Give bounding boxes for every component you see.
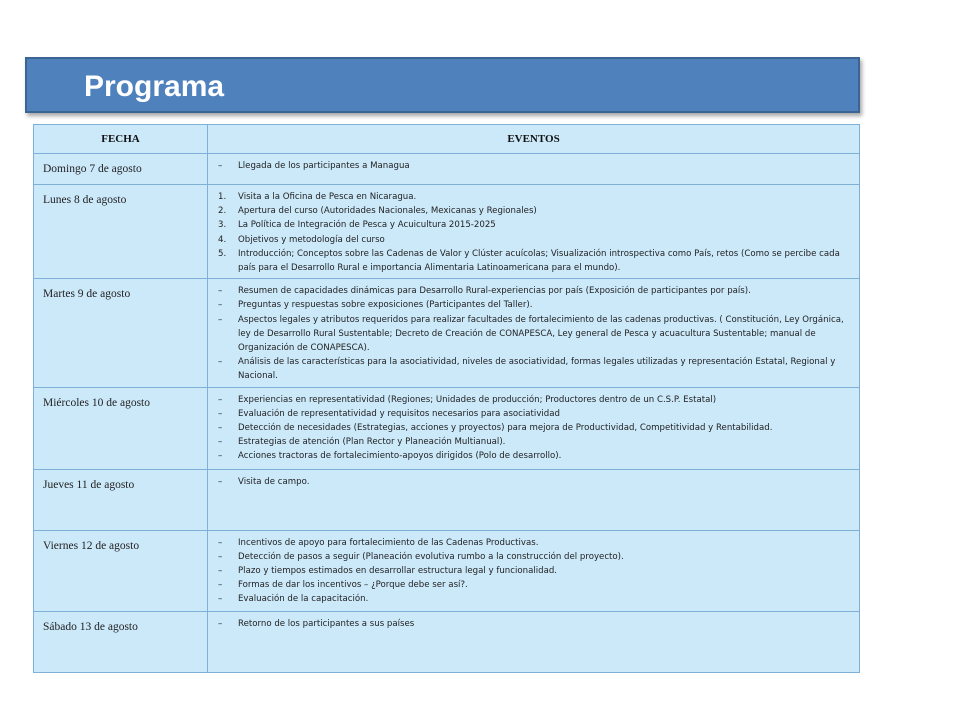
list-item (216, 550, 849, 564)
event-text: Acciones tractoras de fortalecimiento-apoyos dirigidos (Polo de desarrollo). (238, 451, 562, 462)
dash-bullet: – (218, 300, 223, 311)
list-item (216, 247, 849, 275)
page-title: Programa (84, 70, 225, 103)
date-cell: Sábado 13 de agosto (34, 611, 208, 672)
list-item (216, 313, 849, 356)
table-row (34, 185, 860, 279)
event-text: Evaluación de representatividad y requisitos necesarios para asociatividad (238, 408, 560, 419)
dash-bullet: – (218, 286, 223, 297)
events-cell (208, 154, 860, 185)
event-text: Evaluación de la capacitación. (238, 594, 369, 605)
event-text: Análisis de las características para la asociatividad, niveles de asociatividad, formas legales utilizadas y representación Estatal, Regional y Nacional. (238, 357, 836, 382)
list-item (216, 159, 849, 173)
events-cell (208, 530, 860, 611)
dash-bullet: – (218, 394, 223, 405)
list-item (216, 592, 849, 606)
list-number: 1. (218, 192, 227, 202)
title-banner (25, 57, 860, 113)
table-row (34, 530, 860, 611)
event-text: Detección de necesidades (Estrategias, acciones y proyectos) para mejora de Productividad, Competitividad y Rentabilidad. (238, 423, 773, 434)
event-text: Plazo y tiempos estimados en desarrollar estructura legal y funcionalidad. (238, 566, 558, 577)
list-item (216, 233, 849, 247)
list-item (216, 204, 849, 218)
schedule-body (34, 154, 860, 673)
list-item (216, 393, 849, 407)
events-cell (208, 611, 860, 672)
header-events: EVENTOS (208, 125, 860, 154)
dash-bullet: – (218, 580, 223, 591)
dash-bullet: – (218, 408, 223, 419)
table-row (34, 611, 860, 672)
list-item (216, 435, 849, 449)
list-item (216, 564, 849, 578)
event-text: Retorno de los participantes a sus países (238, 618, 415, 629)
event-list (216, 536, 849, 607)
event-text: Aspectos legales y atributos requeridos para realizar facultades de fortalecimiento de las cadenas productivas. ( Constitución, Ley Orgánica, ley de Desarrollo Rural Sustentable; Decreto de Creación de CONAPESCA, Ley general de Pesca y acuacultura Sustentable; manual de Organización de CONAPESCA). (238, 314, 844, 354)
dash-bullet: – (218, 618, 223, 629)
event-text: Resumen de capacidades dinámicas para Desarrollo Rural-experiencias por país (Exposición de participantes por país). (238, 286, 751, 297)
event-list (216, 284, 849, 383)
dash-bullet: – (218, 357, 223, 368)
list-item (216, 298, 849, 312)
event-text: Experiencias en representatividad (Regiones; Unidades de producción; Productores dentro de un C.S.P. Estatal) (238, 394, 717, 405)
list-item (216, 407, 849, 421)
list-number: 5. (218, 248, 227, 259)
dash-bullet: – (218, 537, 223, 548)
date-cell: Lunes 8 de agosto (34, 185, 208, 279)
dash-bullet: – (218, 594, 223, 605)
event-text: Estrategias de atención (Plan Rector y Planeación Multianual). (238, 437, 506, 448)
event-list (216, 617, 849, 631)
event-text: Incentivos de apoyo para fortalecimiento de las Cadenas Productivas. (238, 537, 539, 548)
events-cell (208, 185, 860, 279)
event-text: Llegada de los participantes a Managua (238, 161, 410, 171)
dash-bullet: – (218, 451, 223, 462)
events-cell (208, 469, 860, 530)
list-number: 3. (218, 220, 227, 231)
event-list (216, 393, 849, 464)
event-text: Visita a la Oficina de Pesca en Nicaragua. (238, 192, 417, 202)
events-cell (208, 387, 860, 469)
list-item (216, 284, 849, 298)
list-number: 4. (218, 234, 227, 245)
date-cell: Martes 9 de agosto (34, 279, 208, 387)
list-item (216, 449, 849, 463)
date-cell: Miércoles 10 de agosto (34, 387, 208, 469)
dash-bullet: – (218, 476, 223, 487)
list-item (216, 355, 849, 383)
date-cell: Domingo 7 de agosto (34, 154, 208, 185)
dash-bullet: – (218, 423, 223, 434)
dash-bullet: – (218, 566, 223, 577)
event-text: Introducción; Conceptos sobre las Cadenas de Valor y Clúster acuícolas; Visualización introspectiva como País, retos (Como se percibe cada país para el Desarrollo Rural e importancia Alimentaria Latinoamericana para el mundo). (238, 248, 840, 274)
table-row (34, 469, 860, 530)
list-item (216, 536, 849, 550)
event-text: Preguntas y respuestas sobre exposiciones (Participantes del Taller). (238, 300, 533, 311)
dash-bullet: – (218, 437, 223, 448)
list-number: 2. (218, 206, 227, 217)
dash-bullet: – (218, 314, 223, 325)
table-row (34, 387, 860, 469)
table-row (34, 154, 860, 185)
schedule-table (33, 124, 860, 673)
events-cell (208, 279, 860, 387)
dash-bullet: – (218, 161, 223, 171)
event-list (216, 190, 849, 275)
list-item (216, 475, 849, 489)
event-list (216, 475, 849, 489)
event-text: Detección de pasos a seguir (Planeación evolutiva rumbo a la construcción del proyecto). (238, 551, 624, 562)
event-text: Formas de dar los incentivos – ¿Porque debe ser así?. (238, 580, 468, 591)
date-cell: Jueves 11 de agosto (34, 469, 208, 530)
list-item (216, 190, 849, 204)
table-header-row (34, 125, 860, 154)
date-cell: Viernes 12 de agosto (34, 530, 208, 611)
list-item (216, 421, 849, 435)
dash-bullet: – (218, 551, 223, 562)
event-text: Objetivos y metodología del curso (238, 234, 385, 245)
list-item (216, 218, 849, 232)
list-item (216, 578, 849, 592)
event-list (216, 159, 849, 173)
event-text: La Política de Integración de Pesca y Acuicultura 2015-2025 (238, 220, 496, 231)
table-row (34, 279, 860, 387)
event-text: Visita de campo. (238, 476, 310, 487)
list-item (216, 617, 849, 631)
event-text: Apertura del curso (Autoridades Nacionales, Mexicanas y Regionales) (238, 206, 537, 217)
header-date: FECHA (34, 125, 208, 154)
